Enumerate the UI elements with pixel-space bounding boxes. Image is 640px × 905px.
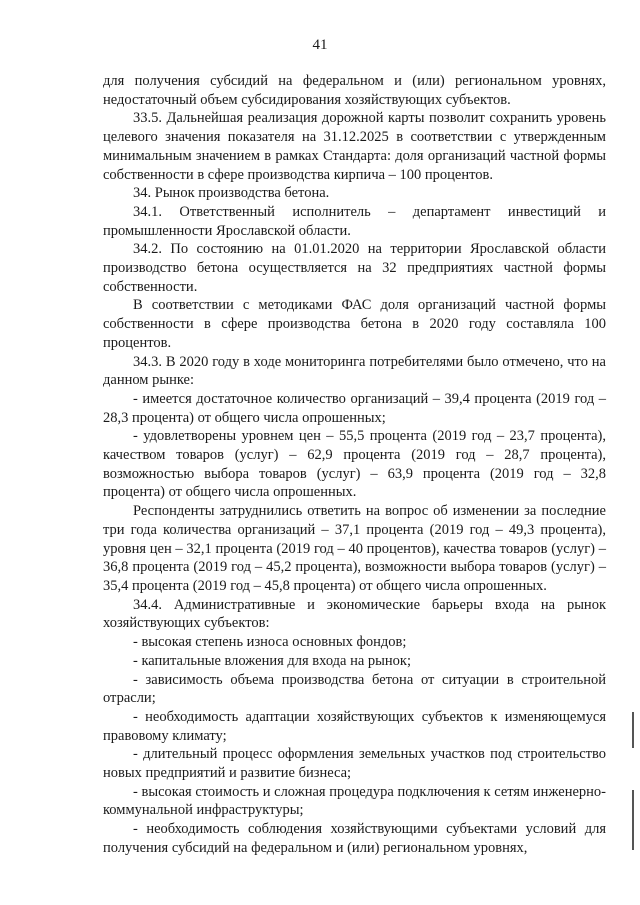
paragraph-fas-share: В соответствии с методиками ФАС доля организаций частной формы собственности в сфере производства бетона в 2020 году составляла 100 процентов. bbox=[103, 297, 606, 351]
barrier-item-land: - длительный процесс оформления земельных участков под строительство новых предприятий и развитие бизнеса; bbox=[103, 746, 606, 782]
scan-edge-mark bbox=[632, 712, 634, 748]
paragraph-34-2: 34.2. По состоянию на 01.01.2020 на территории Ярославской области производство бетона осуществляется на 32 предприятиях частной формы собственности. bbox=[103, 241, 606, 295]
paragraph-respondents: Респонденты затруднились ответить на вопрос об изменении за последние три года количества организаций – 37,1 процента (2019 год – 49,3 процента), уровня цен – 32,1 процента (2019 год – 40 процентов), качества товаров (услуг) – 36,8 процента (2019 год – 45,2 процента), возможности выбора товаров (услуг) – 35,4 процента (2019 год – 45,8 процента) от общего числа опрошенных. bbox=[103, 503, 606, 594]
barrier-item-subsidies: - необходимость соблюдения хозяйствующими субъектами условий для получения субсидий на федеральном и (или) региональном уровнях, bbox=[103, 821, 606, 856]
barrier-item-dependence: - зависимость объема производства бетона от ситуации в строительной отрасли; bbox=[103, 671, 606, 707]
document-body bbox=[103, 72, 606, 858]
paragraph-34-3: 34.3. В 2020 году в ходе мониторинга потребителями было отмечено, что на данном рынке: bbox=[103, 353, 606, 389]
paragraph-34-1: 34.1. Ответственный исполнитель – департамент инвестиций и промышленности Ярославской области. bbox=[103, 203, 606, 239]
section-heading-34: 34. Рынок производства бетона. bbox=[133, 185, 330, 202]
paragraph-33-5: 33.5. Дальнейшая реализация дорожной карты позволит сохранить уровень целевого значения показателя на 31.12.2025 в соответствии с утвержденным минимальным значением в рамках Стандарта: доля организаций частной формы собственности в сфере производства кирпича – 100 процентов. bbox=[103, 110, 606, 183]
barrier-item-wear: - высокая степень износа основных фондов; bbox=[133, 634, 407, 651]
barrier-item-capital: - капитальные вложения для входа на рынок; bbox=[133, 652, 412, 669]
barrier-item-connection: - высокая стоимость и сложная процедура подключения к сетям инженерно-коммунальной инфраструктуры; bbox=[103, 783, 606, 819]
page-number: 41 bbox=[312, 37, 328, 53]
barrier-item-adaptation: - необходимость адаптации хозяйствующих субъектов к изменяющемуся правовому климату; bbox=[103, 708, 606, 744]
paragraph-34-4: 34.4. Административные и экономические барьеры входа на рынок хозяйствующих субъектов: bbox=[103, 596, 606, 632]
scan-edge-mark bbox=[632, 790, 634, 850]
list-item-satisfaction: - удовлетворены уровнем цен – 55,5 процента (2019 год – 23,7 процента), качеством товаров (услуг) – 62,9 процента (2019 год – 28,7 процента), возможностью выбора товаров (услуг) – 63,9 процента (2019 год – 32,8 процента) от общего числа опрошенных. bbox=[103, 428, 606, 501]
list-item-organizations: - имеется достаточное количество организаций – 39,4 процента (2019 год – 28,3 процента) от общего числа опрошенных; bbox=[103, 390, 606, 426]
paragraph-continuation: для получения субсидий на федеральном и (или) региональном уровнях, недостаточный объем субсидирования хозяйствующих субъектов. bbox=[103, 73, 606, 108]
